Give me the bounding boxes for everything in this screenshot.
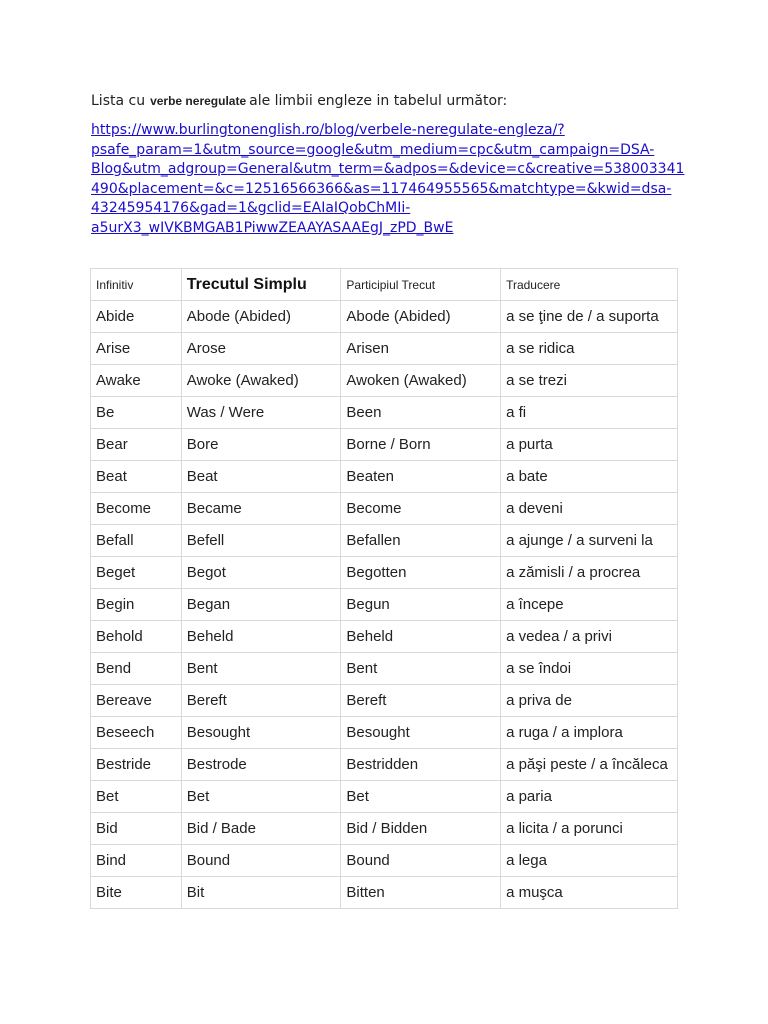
cell-infinitiv: Bend: [91, 653, 182, 685]
table-row: [91, 813, 678, 845]
cell-traducere: a zămisli / a procrea: [501, 557, 678, 589]
cell-trecutul-simplu: Bid / Bade: [181, 813, 341, 845]
cell-traducere: a bate: [501, 461, 678, 493]
cell-traducere: a se ridica: [501, 333, 678, 365]
table-row: [91, 781, 678, 813]
cell-infinitiv: Bet: [91, 781, 182, 813]
cell-traducere: a paria: [501, 781, 678, 813]
cell-trecutul-simplu: Began: [181, 589, 341, 621]
cell-participiul-trecut: Bereft: [341, 685, 501, 717]
table-row: [91, 301, 678, 333]
table-row: [91, 461, 678, 493]
cell-traducere: a se trezi: [501, 365, 678, 397]
cell-trecutul-simplu: Beheld: [181, 621, 341, 653]
cell-participiul-trecut: Arisen: [341, 333, 501, 365]
cell-participiul-trecut: Begotten: [341, 557, 501, 589]
cell-infinitiv: Awake: [91, 365, 182, 397]
cell-infinitiv: Bind: [91, 845, 182, 877]
cell-infinitiv: Behold: [91, 621, 182, 653]
cell-infinitiv: Be: [91, 397, 182, 429]
intro-suffix: ale limbii engleze in tabelul următor:: [249, 93, 508, 109]
intro-bold-text: verbe neregulate: [150, 94, 247, 108]
cell-traducere: a lega: [501, 845, 678, 877]
cell-infinitiv: Befall: [91, 525, 182, 557]
cell-traducere: a păşi peste / a încăleca: [501, 749, 678, 781]
link-line[interactable]: Blog&utm_adgroup=General&utm_term=&adpos=&device=c&creative=538003341: [91, 161, 685, 177]
cell-infinitiv: Become: [91, 493, 182, 525]
cell-participiul-trecut: Bestridden: [341, 749, 501, 781]
cell-participiul-trecut: Beaten: [341, 461, 501, 493]
cell-infinitiv: Bear: [91, 429, 182, 461]
cell-participiul-trecut: Become: [341, 493, 501, 525]
header-participiul-trecut: Participiul Trecut: [341, 269, 501, 301]
cell-traducere: a ruga / a implora: [501, 717, 678, 749]
table-row: [91, 557, 678, 589]
header-trecutul-simplu: Trecutul Simplu: [181, 269, 341, 301]
cell-traducere: a muşca: [501, 877, 678, 909]
link-line[interactable]: https://www.burlingtonenglish.ro/blog/verbele-neregulate-engleza/?: [91, 122, 565, 138]
cell-trecutul-simplu: Was / Were: [181, 397, 341, 429]
cell-traducere: a licita / a porunci: [501, 813, 678, 845]
link-line[interactable]: 43245954176&gad=1&gclid=EAIaIQobChMIi-: [91, 200, 411, 216]
cell-participiul-trecut: Bound: [341, 845, 501, 877]
cell-trecutul-simplu: Arose: [181, 333, 341, 365]
cell-traducere: a fi: [501, 397, 678, 429]
cell-infinitiv: Bid: [91, 813, 182, 845]
cell-trecutul-simplu: Bereft: [181, 685, 341, 717]
table-row: [91, 877, 678, 909]
cell-participiul-trecut: Borne / Born: [341, 429, 501, 461]
cell-participiul-trecut: Besought: [341, 717, 501, 749]
cell-infinitiv: Bestride: [91, 749, 182, 781]
table-header-row: [91, 269, 678, 301]
cell-infinitiv: Abide: [91, 301, 182, 333]
cell-trecutul-simplu: Bit: [181, 877, 341, 909]
cell-trecutul-simplu: Became: [181, 493, 341, 525]
cell-traducere: a începe: [501, 589, 678, 621]
cell-traducere: a ajunge / a surveni la: [501, 525, 678, 557]
link-line[interactable]: psafe_param=1&utm_source=google&utm_medium=cpc&utm_campaign=DSA-: [91, 141, 655, 158]
cell-traducere: a deveni: [501, 493, 678, 525]
header-traducere: Traducere: [501, 269, 678, 301]
cell-infinitiv: Beseech: [91, 717, 182, 749]
cell-traducere: a purta: [501, 429, 678, 461]
cell-trecutul-simplu: Beat: [181, 461, 341, 493]
table-row: [91, 653, 678, 685]
cell-traducere: a se ţine de / a suporta: [501, 301, 678, 333]
irregular-verbs-table: [90, 268, 678, 909]
cell-trecutul-simplu: Besought: [181, 717, 341, 749]
cell-participiul-trecut: Bent: [341, 653, 501, 685]
table-row: [91, 685, 678, 717]
table-row: [91, 525, 678, 557]
cell-infinitiv: Beat: [91, 461, 182, 493]
header-infinitiv: Infinitiv: [91, 269, 182, 301]
cell-participiul-trecut: Awoken (Awaked): [341, 365, 501, 397]
table-row: [91, 717, 678, 749]
link-line[interactable]: 490&placement=&c=12516566366&as=117464955565&matchtype=&kwid=dsa-: [91, 180, 672, 197]
table-row: [91, 397, 678, 429]
cell-participiul-trecut: Begun: [341, 589, 501, 621]
cell-participiul-trecut: Bid / Bidden: [341, 813, 501, 845]
table-row: [91, 493, 678, 525]
intro-prefix: Lista cu: [91, 93, 146, 109]
source-link[interactable]: [91, 121, 691, 238]
cell-trecutul-simplu: Befell: [181, 525, 341, 557]
cell-participiul-trecut: Bet: [341, 781, 501, 813]
cell-trecutul-simplu: Bestrode: [181, 749, 341, 781]
cell-traducere: a priva de: [501, 685, 678, 717]
cell-participiul-trecut: Been: [341, 397, 501, 429]
cell-infinitiv: Bite: [91, 877, 182, 909]
cell-participiul-trecut: Bitten: [341, 877, 501, 909]
cell-participiul-trecut: Abode (Abided): [341, 301, 501, 333]
cell-traducere: a vedea / a privi: [501, 621, 678, 653]
cell-trecutul-simplu: Bent: [181, 653, 341, 685]
table-row: [91, 589, 678, 621]
link-line[interactable]: a5urX3_wIVKBMGAB1PiwwZEAAYASAAEgJ_zPD_BwE: [91, 219, 454, 236]
cell-participiul-trecut: Beheld: [341, 621, 501, 653]
cell-trecutul-simplu: Bore: [181, 429, 341, 461]
table-row: [91, 845, 678, 877]
cell-infinitiv: Arise: [91, 333, 182, 365]
cell-trecutul-simplu: Bet: [181, 781, 341, 813]
cell-trecutul-simplu: Abode (Abided): [181, 301, 341, 333]
cell-trecutul-simplu: Bound: [181, 845, 341, 877]
table-row: [91, 333, 678, 365]
cell-infinitiv: Bereave: [91, 685, 182, 717]
table-row: [91, 621, 678, 653]
intro-paragraph: [91, 93, 507, 109]
table-row: [91, 749, 678, 781]
cell-participiul-trecut: Befallen: [341, 525, 501, 557]
cell-traducere: a se îndoi: [501, 653, 678, 685]
cell-trecutul-simplu: Begot: [181, 557, 341, 589]
cell-infinitiv: Begin: [91, 589, 182, 621]
table-row: [91, 429, 678, 461]
table-row: [91, 365, 678, 397]
cell-infinitiv: Beget: [91, 557, 182, 589]
cell-trecutul-simplu: Awoke (Awaked): [181, 365, 341, 397]
